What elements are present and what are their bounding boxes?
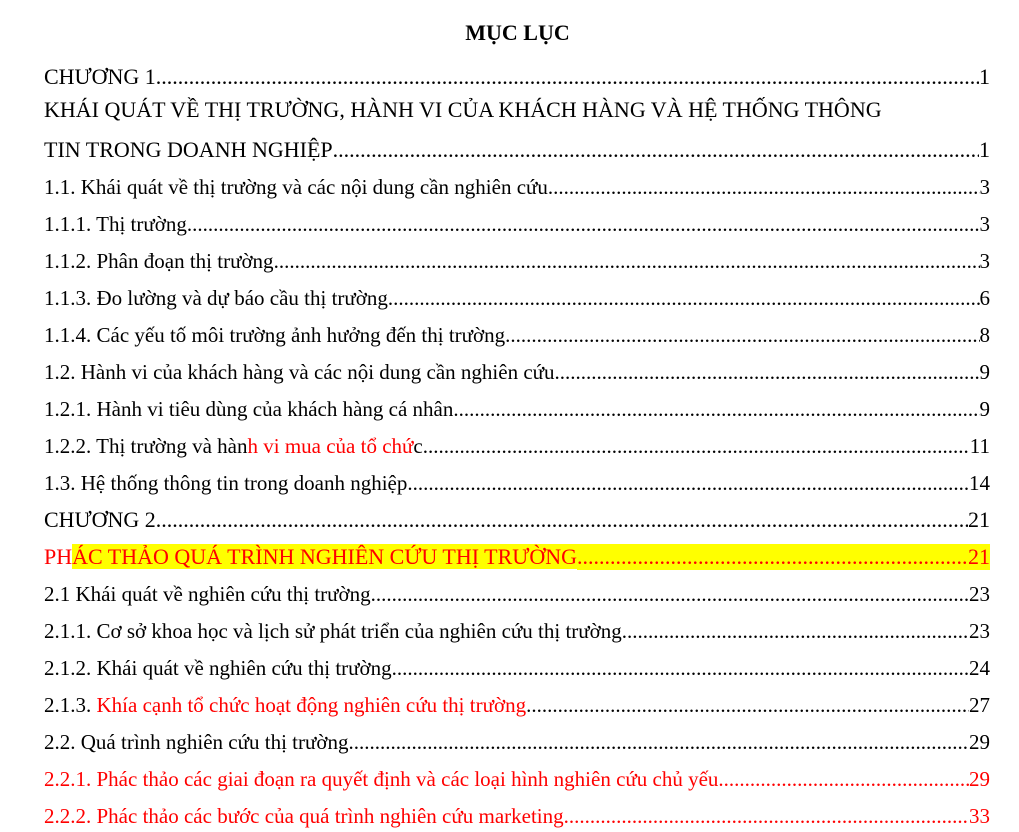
toc-entry-text-part: PH — [44, 544, 73, 569]
toc-entry-1-1-1[interactable] — [44, 202, 990, 239]
toc-entry-page: 9 — [979, 360, 990, 384]
dot-leader — [156, 507, 968, 533]
toc-entry-1-1-3[interactable] — [44, 276, 990, 313]
toc-entry-text: 1.1.1. Thị trường — [44, 212, 187, 236]
toc-entry-chapter-2-title[interactable] — [44, 535, 990, 572]
toc-entry-text: CHƯƠNG 2 — [44, 507, 156, 532]
toc-entry-page: 8 — [979, 323, 990, 347]
toc-entry-2-2-2[interactable] — [44, 794, 990, 831]
toc-entry-chapter-1-title-line2[interactable] — [44, 128, 990, 165]
toc-entry-2-1-2[interactable] — [44, 646, 990, 683]
toc-entry-text: 2.2.2. Phác thảo các bước của quá trình nghiên cứu marketing — [44, 804, 564, 828]
dot-leader — [564, 803, 969, 829]
toc-entry-text-part: 1.2.2. Thị trường và hàn — [44, 434, 248, 458]
toc-entry-2-1-3[interactable] — [44, 683, 990, 720]
toc-entry-text: 1.2.1. Hành vi tiêu dùng của khách hàng cá nhân — [44, 397, 454, 421]
toc-entry-page: 24 — [969, 656, 990, 680]
toc-entry-1-1-2[interactable] — [44, 239, 990, 276]
toc-entry-1-2[interactable] — [44, 350, 990, 387]
toc-entry-text: CHƯƠNG 1 — [44, 64, 156, 89]
toc-entry-1-3[interactable] — [44, 461, 990, 498]
dot-leader — [526, 692, 969, 718]
toc-entry-page: 21 — [968, 544, 990, 569]
toc-entry-1-2-2[interactable] — [44, 424, 990, 461]
dot-leader — [407, 470, 969, 496]
toc-entry-page: 23 — [969, 582, 990, 606]
toc-entry-page: 23 — [969, 619, 990, 643]
toc-heading: MỤC LỤC — [465, 20, 570, 45]
toc-entry-page: 9 — [979, 397, 990, 421]
toc-entry-page: 29 — [969, 767, 990, 791]
toc-entry-1-2-1[interactable] — [44, 387, 990, 424]
dot-leader — [548, 174, 980, 200]
toc-entry-1-1-4[interactable] — [44, 313, 990, 350]
dot-leader — [156, 64, 979, 90]
toc-entry-page: 6 — [979, 286, 990, 310]
toc-entry-text-part: c — [413, 434, 423, 458]
toc-entry-page: 1 — [979, 137, 990, 162]
toc-entry-text — [44, 544, 577, 570]
dot-leader — [577, 544, 968, 570]
toc-entry-text: 1.1.4. Các yếu tố môi trường ảnh hưởng đến thị trường — [44, 323, 506, 347]
toc-entry-text: 1.1.2. Phân đoạn thị trường — [44, 249, 274, 273]
toc-entry-2-2[interactable] — [44, 720, 990, 757]
toc-entry-page: 3 — [979, 249, 990, 273]
toc-entry-text-red-part: Khía cạnh tổ chức hoạt động nghiên cứu thị trường — [96, 693, 527, 717]
toc-entry-text: 2.1.1. Cơ sở khoa học và lịch sử phát triển của nghiên cứu thị trường — [44, 619, 622, 643]
toc-entry-page: 3 — [979, 212, 990, 236]
toc-entry-2-1-1[interactable] — [44, 609, 990, 646]
dot-leader — [392, 655, 969, 681]
toc-entry-page: 29 — [969, 730, 990, 754]
dot-leader — [622, 618, 969, 644]
dot-leader — [453, 396, 979, 422]
toc-entry-text-red-part: h vi mua của tổ chứ — [247, 434, 414, 458]
toc-entry-text: 1.3. Hệ thống thông tin trong doanh nghiệp — [44, 471, 408, 495]
toc-entry-page: 3 — [979, 175, 990, 199]
dot-leader — [388, 285, 980, 311]
dot-leader — [423, 433, 970, 459]
toc-entry-chapter-1-title-line1[interactable] — [44, 92, 990, 128]
toc-entry-text: KHÁI QUÁT VỀ THỊ TRƯỜNG, HÀNH VI CỦA KHÁCH HÀNG VÀ HỆ THỐNG THÔNG — [44, 97, 882, 122]
toc-entry-text: 2.1.2. Khái quát về nghiên cứu thị trường — [44, 656, 392, 680]
toc-entry-text: 2.2.1. Phác thảo các giai đoạn ra quyết định và các loại hình nghiên cứu chủ yếu — [44, 767, 719, 791]
toc-entry-text: 2.2. Quá trình nghiên cứu thị trường — [44, 730, 349, 754]
toc-entry-page: 14 — [969, 471, 990, 495]
toc-entry-text-part: 2.1.3. — [44, 693, 97, 717]
toc-entry-text: 1.1. Khái quát về thị trường và các nội dung cần nghiên cứu — [44, 175, 548, 199]
toc-entry-chapter-2[interactable] — [44, 498, 990, 535]
toc-entry-page: 1 — [979, 64, 990, 89]
toc-entry-2-1[interactable] — [44, 572, 990, 609]
dot-leader — [333, 137, 979, 163]
dot-leader — [349, 729, 970, 755]
toc-entry-2-2-1[interactable] — [44, 757, 990, 794]
toc-entry-chapter-1[interactable] — [44, 55, 990, 92]
dot-leader — [274, 248, 980, 274]
toc-entry-page: 21 — [968, 507, 990, 532]
dot-leader — [187, 211, 980, 237]
dot-leader — [371, 581, 969, 607]
toc-entry-text: TIN TRONG DOANH NGHIỆP — [44, 137, 333, 162]
toc-entry-text: 2.1 Khái quát về nghiên cứu thị trường — [44, 582, 371, 606]
toc-entry-page: 33 — [969, 804, 990, 828]
toc-entry-1-1[interactable] — [44, 165, 990, 202]
dot-leader — [505, 322, 979, 348]
table-of-contents — [44, 55, 990, 831]
toc-entry-text-highlighted-part: ÁC THẢO QUÁ TRÌNH NGHIÊN CỨU THỊ TRƯỜNG — [72, 544, 578, 569]
toc-entry-text: 1.1.3. Đo lường và dự báo cầu thị trường — [44, 286, 388, 310]
toc-entry-text — [44, 433, 423, 459]
toc-entry-page: 27 — [969, 693, 990, 717]
toc-entry-text: 1.2. Hành vi của khách hàng và các nội dung cần nghiên cứu — [44, 360, 555, 384]
toc-entry-text — [44, 692, 526, 718]
toc-entry-page: 11 — [969, 434, 990, 458]
dot-leader — [718, 766, 969, 792]
dot-leader — [555, 359, 980, 385]
